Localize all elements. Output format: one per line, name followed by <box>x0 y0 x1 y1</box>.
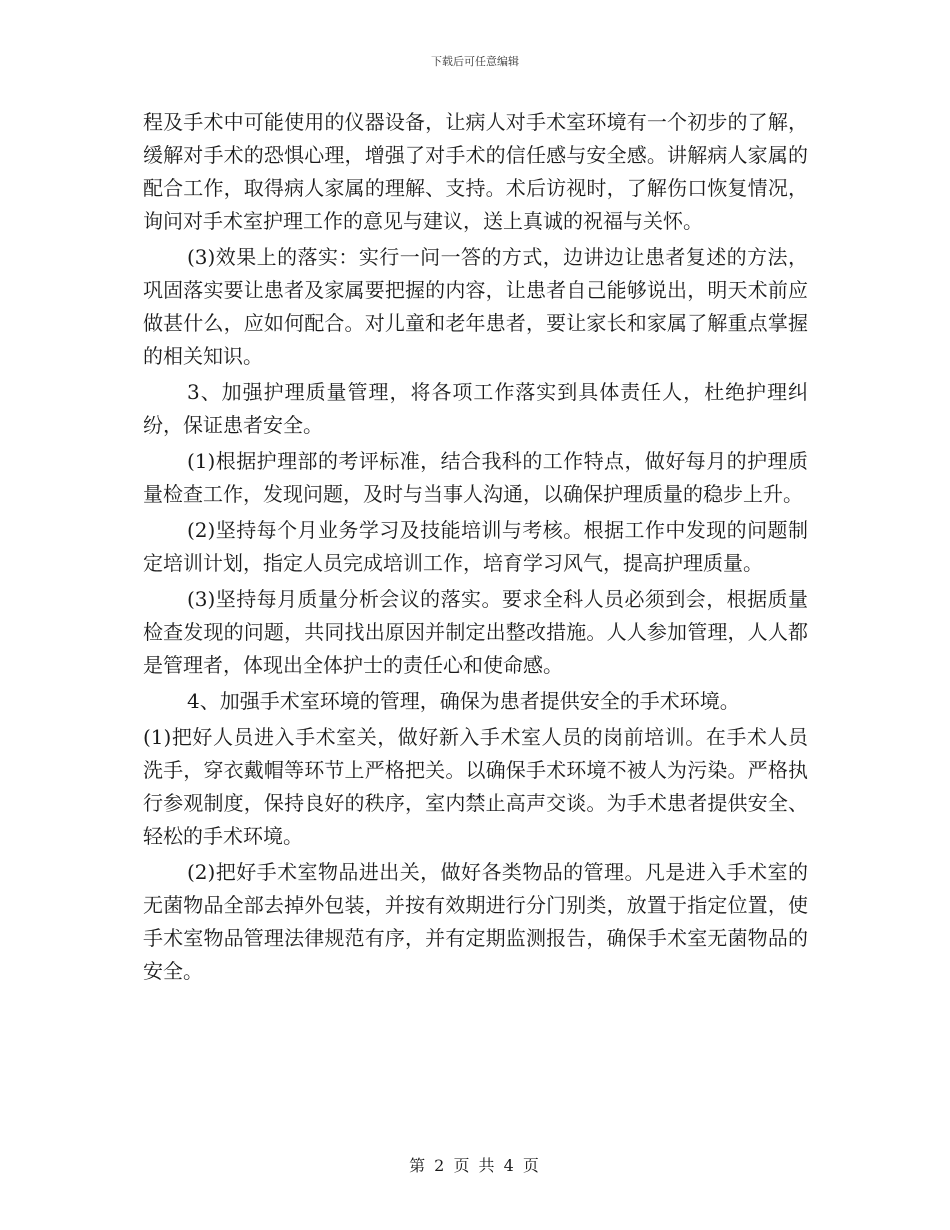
paragraph-item-3: (3)坚持每月质量分析会议的落实。要求全科人员必须到会，根据质量检查发现的问题，共同找出原因并制定出整改措施。人人参加管理，人人都是管理者，体现出全体护士的责任心和使命感。 <box>143 587 808 677</box>
paragraph-item-1: (1)根据护理部的考评标准，结合我科的工作特点，做好每月的护理质量检查工作，发现问题，及时与当事人沟通，以确保护理质量的稳步上升。 <box>143 449 808 506</box>
paragraph-env-item-2: (2)把好手术室物品进出关，做好各类物品的管理。凡是进入手术室的无菌物品全部去掉外包装，并按有效期进行分门别类，放置于指定位置，使手术室物品管理法律规范有序，并有定期监测报告，确保手术室无菌物品的安全。 <box>143 860 808 983</box>
paragraph-effect: (3)效果上的落实：实行一问一答的方式，边讲边让患者复述的方法，巩固落实要让患者及家属要把握的内容，让患者自己能够说出，明天术前应做甚什么，应如何配合。对儿童和老年患者，要让家长和家属了解重点掌握的相关知识。 <box>143 245 808 368</box>
paragraph-env-item-1: (1)把好人员进入手术室关，做好新入手术室人员的岗前培训。在手术人员洗手，穿衣戴帽等环节上严格把关。以确保手术环境不被人为污染。严格执行参观制度，保持良好的秩序，室内禁止高声交谈。为手术患者提供安全、轻松的手术环境。 <box>143 725 808 848</box>
page-number: 第 2 页 共 4 页 <box>409 1156 541 1175</box>
paragraph-continuation: 程及手术中可能使用的仪器设备，让病人对手术室环境有一个初步的了解，缓解对手术的恐惧心理，增强了对手术的信任感与安全感。讲解病人家属的配合工作，取得病人家属的理解、支持。术后访视时，了解伤口恢复情况，询问对手术室护理工作的意见与建议，送上真诚的祝福与关怀。 <box>143 110 808 233</box>
paragraph-item-2: (2)坚持每个月业务学习及技能培训与考核。根据工作中发现的问题制定培训计划，指定人员完成培训工作，培育学习风气，提高护理质量。 <box>143 518 808 575</box>
paragraph-section-3: 3、加强护理质量管理，将各项工作落实到具体责任人，杜绝护理纠纷，保证患者安全。 <box>143 380 808 437</box>
document-body <box>143 106 808 991</box>
page-header: 下载后可任意编辑 <box>431 55 519 68</box>
paragraph-section-4: 4、加强手术室环境的管理，确保为患者提供安全的手术环境。 <box>187 689 740 713</box>
